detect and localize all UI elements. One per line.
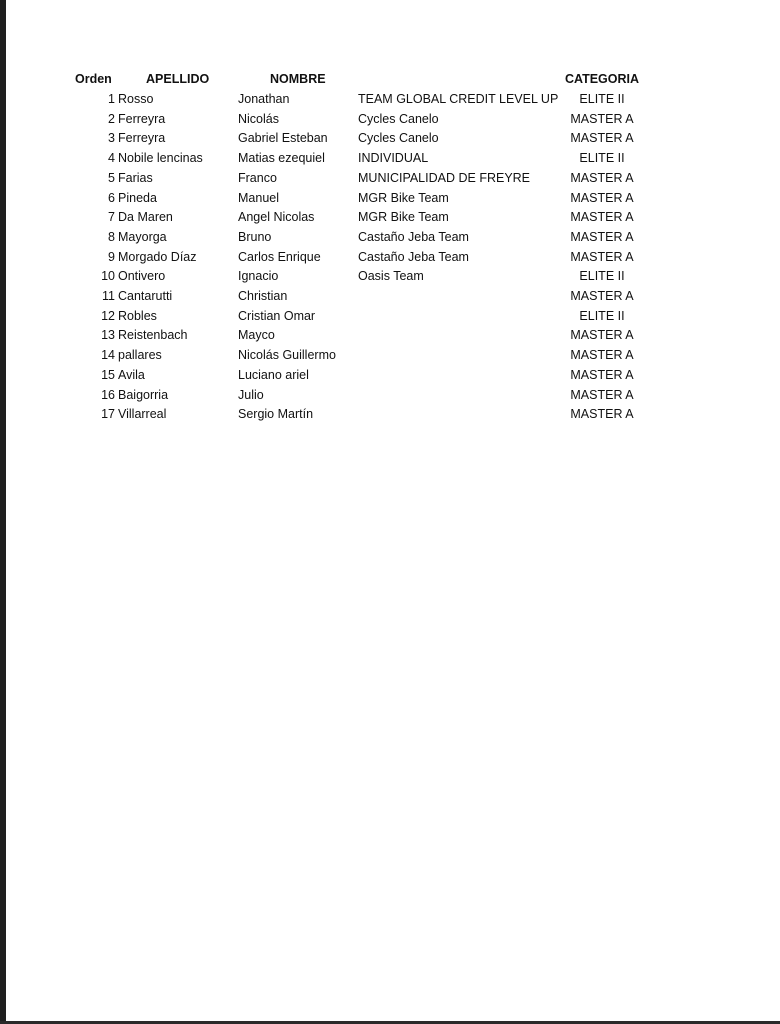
table-row <box>0 307 780 327</box>
nombre-cell: Bruno <box>238 229 272 244</box>
orden-cell: 15 <box>101 367 115 382</box>
equipo-cell: Cycles Canelo <box>358 111 439 126</box>
table-row <box>0 267 780 287</box>
orden-cell: 4 <box>108 151 115 166</box>
nombre-cell: Manuel <box>238 190 279 205</box>
orden-cell: 8 <box>108 229 115 244</box>
apellido-cell: Robles <box>118 308 157 323</box>
orden-cell: 17 <box>101 407 115 422</box>
orden-cell: 9 <box>108 249 115 264</box>
apellido-cell: Reistenbach <box>118 328 188 343</box>
table-row <box>0 228 780 248</box>
table-row <box>0 386 780 406</box>
nombre-cell: Christian <box>238 289 288 303</box>
categoria-cell: MASTER A <box>570 289 634 303</box>
categoria-cell: MASTER A <box>570 190 634 205</box>
orden-cell: 12 <box>101 308 115 323</box>
orden-cell: 6 <box>108 190 115 205</box>
apellido-cell: Mayorga <box>118 229 167 244</box>
apellido-cell: Farias <box>118 170 153 185</box>
categoria-cell: MASTER A <box>570 328 634 343</box>
categoria-cell: MASTER A <box>570 131 634 146</box>
apellido-cell: Morgado Díaz <box>118 249 197 264</box>
table-row <box>0 405 780 425</box>
nombre-cell: Ignacio <box>238 269 279 284</box>
categoria-cell: MASTER A <box>570 170 634 185</box>
orden-cell: 7 <box>108 210 115 225</box>
header-nombre: NOMBRE <box>270 72 326 86</box>
nombre-cell: Mayco <box>238 328 275 343</box>
equipo-cell: Oasis Team <box>358 269 424 284</box>
categoria-cell: ELITE II <box>579 92 625 106</box>
equipo-cell: MGR Bike Team <box>358 210 449 225</box>
apellido-cell: Rosso <box>118 92 154 106</box>
equipo-cell: Castaño Jeba Team <box>358 229 469 244</box>
equipo-cell: MUNICIPALIDAD DE FREYRE <box>358 170 531 185</box>
orden-cell: 3 <box>108 131 115 146</box>
categoria-cell: MASTER A <box>570 367 634 382</box>
nombre-cell: Luciano ariel <box>238 367 309 382</box>
nombre-cell: Jonathan <box>238 92 290 106</box>
orden-cell: 1 <box>108 92 115 106</box>
equipo-cell: Cycles Canelo <box>358 131 439 146</box>
equipo-cell: Castaño Jeba Team <box>358 249 469 264</box>
table-row <box>0 189 780 209</box>
orden-cell: 13 <box>101 328 115 343</box>
categoria-cell: MASTER A <box>570 249 634 264</box>
header-orden: Orden <box>75 72 112 86</box>
apellido-cell: pallares <box>118 348 162 363</box>
categoria-cell: MASTER A <box>570 111 634 126</box>
apellido-cell: Ontivero <box>118 269 166 284</box>
orden-cell: 11 <box>102 289 115 303</box>
header-categoria: CATEGORIA <box>564 72 640 86</box>
table-row <box>0 248 780 268</box>
categoria-cell: ELITE II <box>579 269 625 284</box>
nombre-cell: Angel Nicolas <box>238 210 315 225</box>
table-row <box>0 366 780 386</box>
table-row <box>0 346 780 366</box>
apellido-cell: Nobile lencinas <box>118 151 203 166</box>
table-row <box>0 208 780 228</box>
nombre-cell: Gabriel Esteban <box>238 131 328 146</box>
categoria-cell: ELITE II <box>579 151 625 166</box>
categoria-cell: MASTER A <box>570 210 634 225</box>
orden-cell: 14 <box>101 348 115 363</box>
apellido-cell: Pineda <box>118 190 157 205</box>
table-row <box>0 129 780 149</box>
nombre-cell: Cristian Omar <box>238 308 316 323</box>
equipo-cell: TEAM GLOBAL CREDIT LEVEL UP <box>358 92 559 106</box>
table-row <box>0 169 780 189</box>
categoria-cell: ELITE II <box>579 308 625 323</box>
apellido-cell: Cantarutti <box>118 289 173 303</box>
apellido-cell: Ferreyra <box>118 111 166 126</box>
apellido-cell: Avila <box>118 367 145 382</box>
nombre-cell: Franco <box>238 170 277 185</box>
orden-cell: 16 <box>101 387 115 402</box>
nombre-cell: Sergio Martín <box>238 407 314 422</box>
apellido-cell: Baigorria <box>118 387 169 402</box>
apellido-cell: Villarreal <box>118 407 167 422</box>
table-header-row <box>0 70 780 90</box>
nombre-cell: Matias ezequiel <box>238 151 325 166</box>
table-row <box>0 149 780 169</box>
table-row <box>0 326 780 346</box>
nombre-cell: Nicolás <box>238 111 279 126</box>
categoria-cell: MASTER A <box>570 229 634 244</box>
table-row <box>0 287 780 307</box>
categoria-cell: MASTER A <box>570 387 634 402</box>
nombre-cell: Nicolás Guillermo <box>238 348 336 363</box>
nombre-cell: Julio <box>238 387 264 402</box>
nombre-cell: Carlos Enrique <box>238 249 321 264</box>
header-apellido: APELLIDO <box>146 72 210 86</box>
apellido-cell: Ferreyra <box>118 131 166 146</box>
orden-cell: 2 <box>108 111 115 126</box>
equipo-cell: INDIVIDUAL <box>358 151 429 166</box>
apellido-cell: Da Maren <box>118 210 173 225</box>
table-row <box>0 90 780 110</box>
categoria-cell: MASTER A <box>570 407 634 422</box>
table-row <box>0 110 780 130</box>
categoria-cell: MASTER A <box>570 348 634 363</box>
orden-cell: 10 <box>101 269 115 284</box>
orden-cell: 5 <box>108 170 115 185</box>
equipo-cell: MGR Bike Team <box>358 190 449 205</box>
